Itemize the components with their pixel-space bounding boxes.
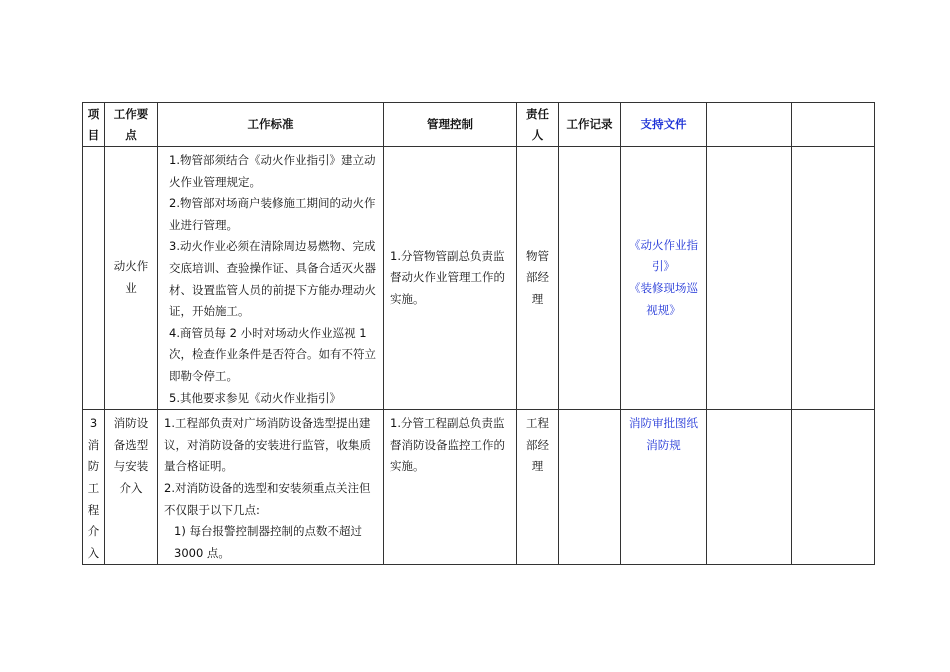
header-points: 工作要点 (105, 103, 158, 147)
row2-control: 1.分管工程副总负责监督消防设备监控工作的实施。 (384, 410, 517, 565)
standard-line: 5.其他要求参见《动火作业指引》 (169, 390, 341, 405)
header-standard: 工作标准 (158, 103, 384, 147)
row1-blank-2 (792, 147, 875, 410)
header-support: 支持文件 (621, 103, 707, 147)
row2-blank-1 (707, 410, 792, 565)
standard-line: 1.物管部须结合《动火作业指引》建立动火作业管理规定。 (169, 153, 376, 189)
support-doc-link[interactable]: 《动火作业指引》 (629, 237, 698, 274)
work-standard-table (82, 102, 875, 565)
row1-point: 动火作业 (105, 147, 158, 410)
row2-responsible: 工程部经理 (517, 410, 559, 565)
standard-line: 3.动火作业必须在清除周边易燃物、完成交底培训、查验操作证、具备合适灭火器材、设置监管人员的前提下方能办理动火证，开始施工。 (169, 239, 376, 319)
standard-line: 4.商管员每 2 小时对场动火作业巡视 1 次，检查作业条件是否符合。如有不符立即勒令停工。 (169, 325, 376, 383)
standard-line: 1.工程部负责对广场消防设备选型提出建议，对消防设备的安装进行监管，收集质量合格证明。 (164, 416, 371, 474)
standard-line: 2.物管部对场商户装修施工期间的动火作业进行管理。 (169, 196, 376, 232)
row2-blank-2 (792, 410, 875, 565)
header-item: 项目 (83, 103, 105, 147)
support-doc-link[interactable]: 消防审批图纸 (629, 416, 698, 431)
row1-record (559, 147, 621, 410)
row1-support (621, 147, 707, 410)
row1-responsible: 物管部经理 (517, 147, 559, 410)
header-control: 管理控制 (384, 103, 517, 147)
row2-record (559, 410, 621, 565)
row2-support (621, 410, 707, 565)
standard-line: 2.对消防设备的选型和安装须重点关注但不仅限于以下几点: (164, 480, 371, 517)
table-header-row (83, 103, 875, 147)
header-responsible: 责任人 (517, 103, 559, 147)
header-blank-2 (792, 103, 875, 147)
row1-control: 1.分管物管副总负责监督动火作业管理工作的实施。 (384, 147, 517, 410)
header-record: 工作记录 (559, 103, 621, 147)
table-row (83, 147, 875, 410)
support-doc-link[interactable]: 消防规 (646, 437, 681, 452)
standard-subline: 1) 每台报警控制器控制的点数不超过 3000 点。 (174, 524, 362, 560)
header-blank-1 (707, 103, 792, 147)
row2-point: 消防设备选型与安装介入 (105, 410, 158, 565)
row1-blank-1 (707, 147, 792, 410)
table-row (83, 410, 875, 565)
row2-item: 3 消防工程介入 (83, 410, 105, 565)
row1-item (83, 147, 105, 410)
row2-standard (158, 410, 384, 565)
row1-standard (158, 147, 384, 410)
support-doc-link[interactable]: 《装修现场巡视规》 (629, 281, 698, 317)
